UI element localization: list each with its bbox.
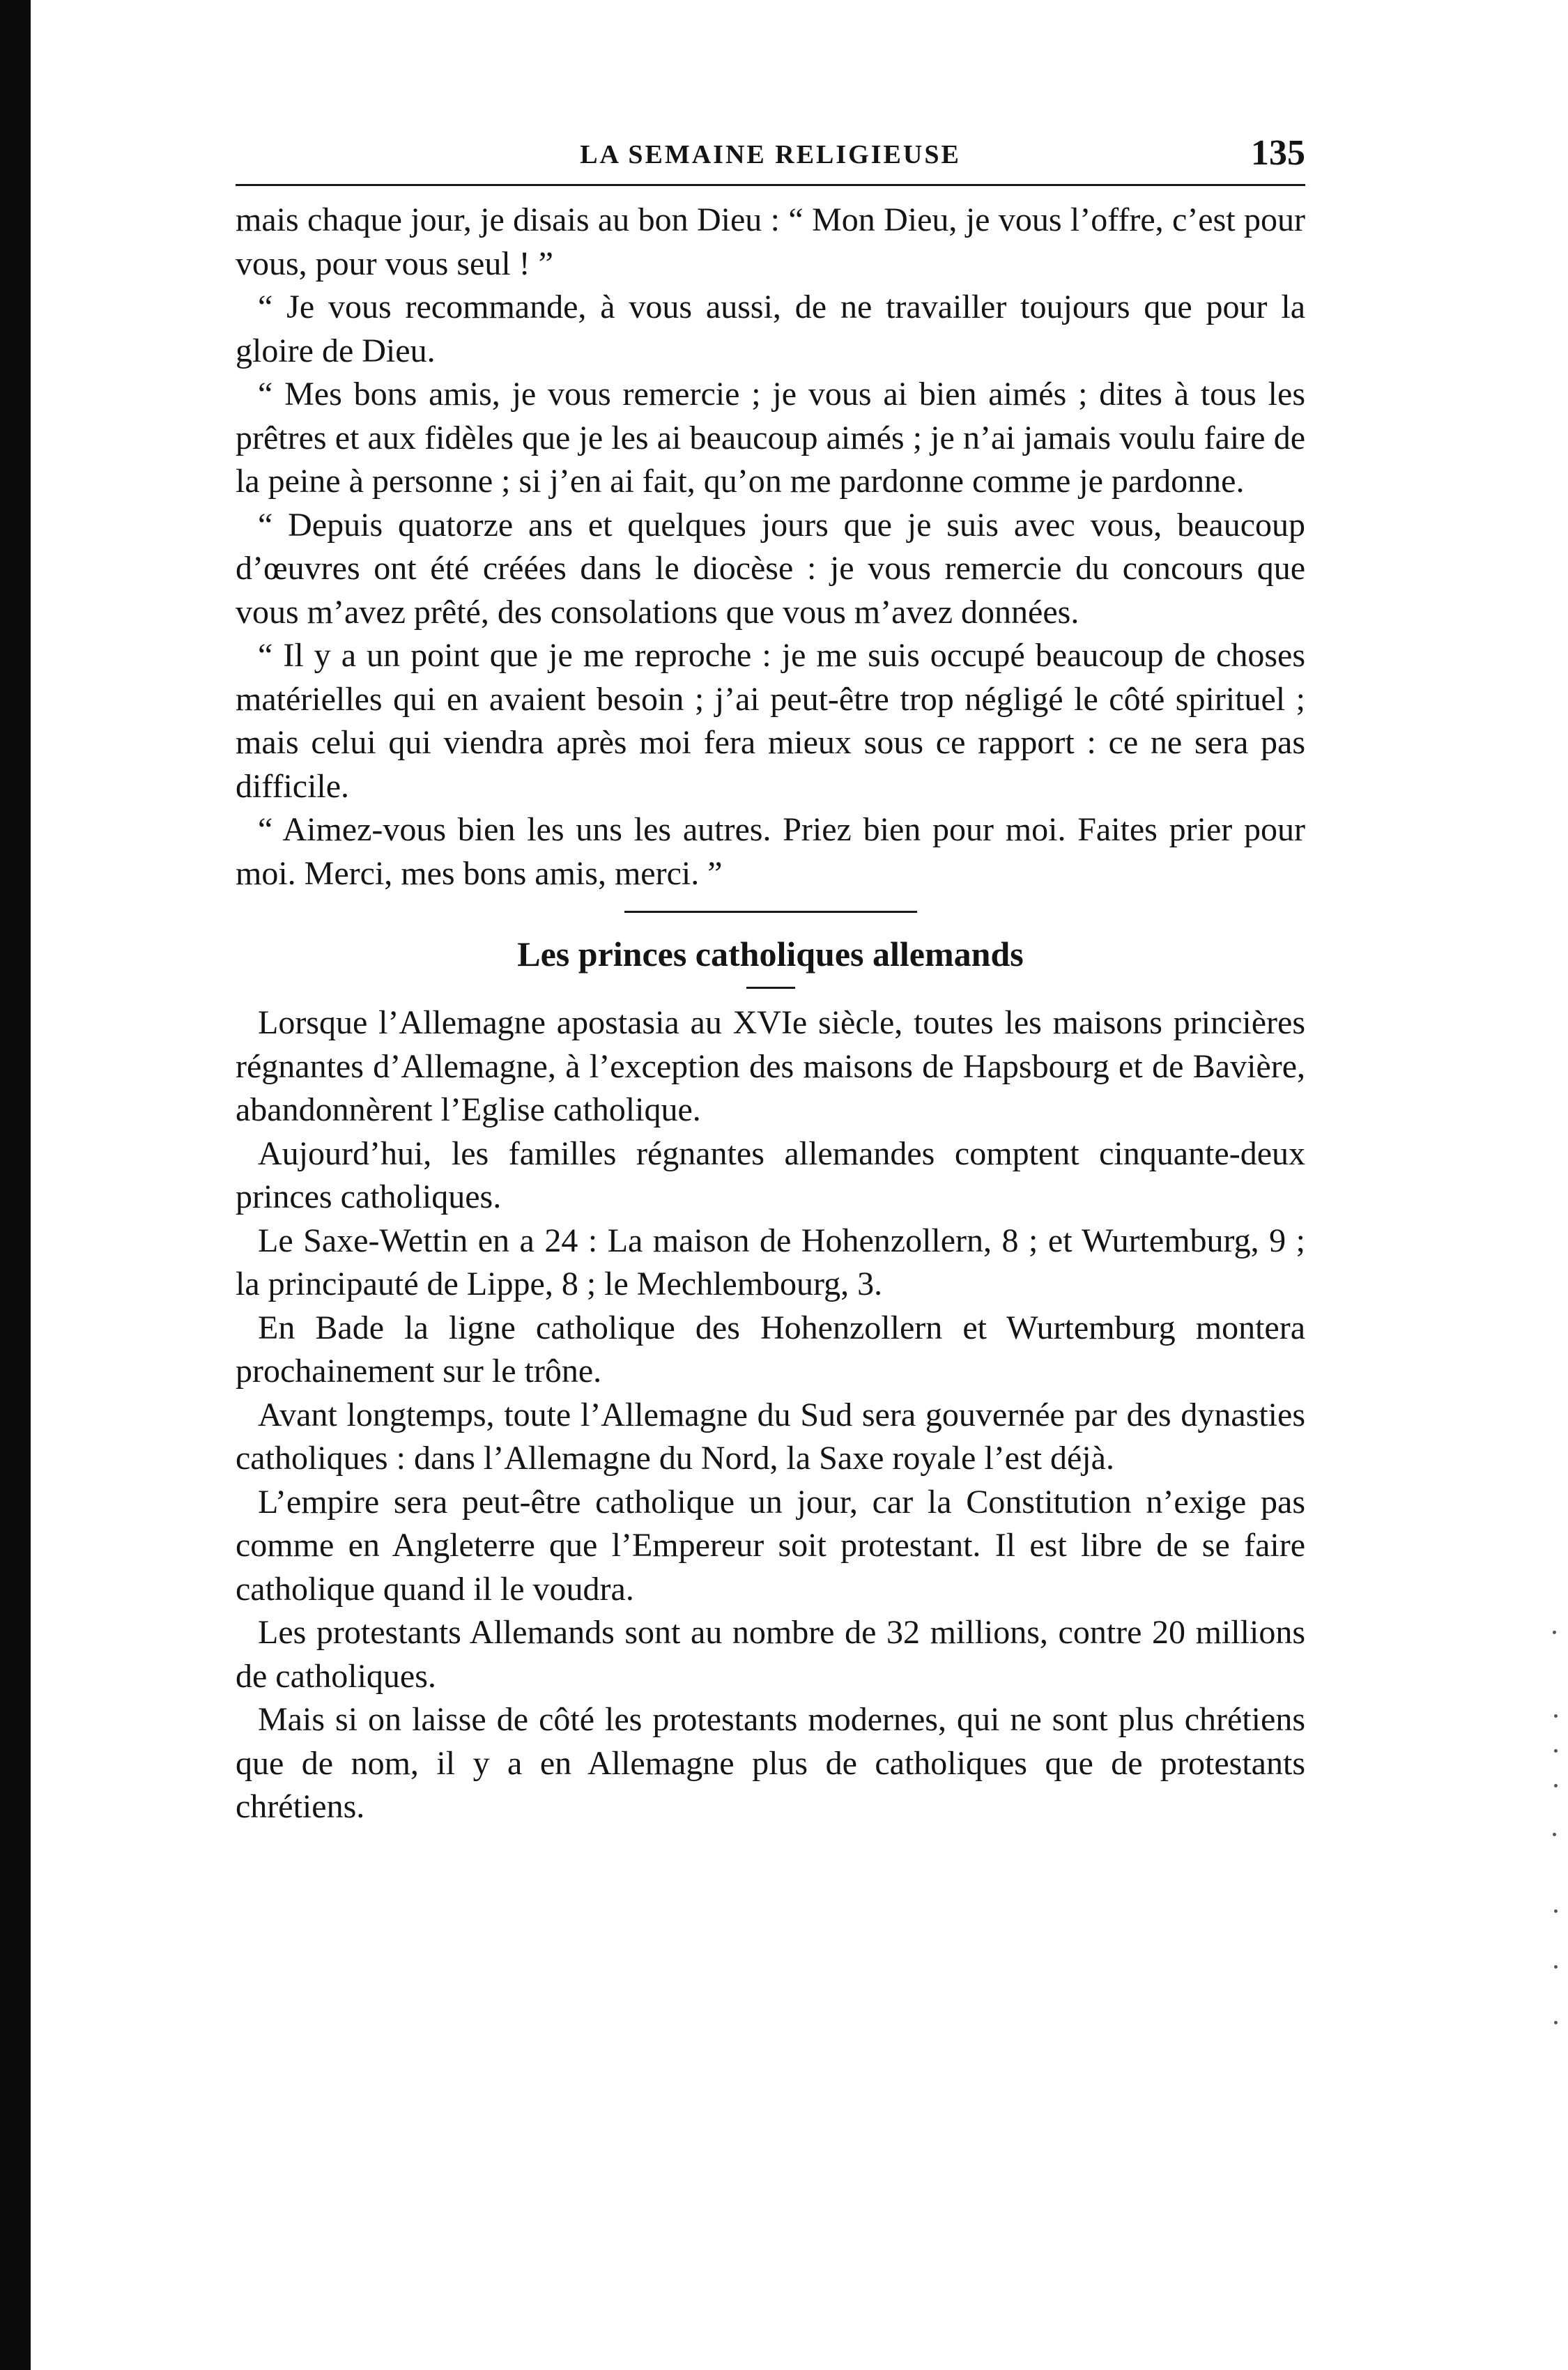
paragraph: “ Aimez-vous bien les uns les autres. Priez bien pour moi. Faites prier pour moi. Merci, mes bons amis, merci. ”: [236, 811, 1305, 892]
paragraph: Les protestants Allemands sont au nombre de 32 millions, contre 20 millions de catholiques.: [236, 1614, 1305, 1695]
document-page: [236, 132, 1305, 1829]
scan-speck: [1554, 1965, 1558, 1969]
scan-speck: [1554, 1784, 1558, 1787]
paragraph: “ Depuis quatorze ans et quelques jours que je suis avec vous, beaucoup d’œuvres ont été créées dans le diocèse : je vous remercie du concours que vous m’avez prêté, des consolations que vous m’avez données.: [236, 506, 1305, 631]
paragraph: Aujourd’hui, les familles régnantes allemandes comptent cinquante-deux princes catholiques.: [236, 1134, 1305, 1215]
scan-speck: [1553, 1833, 1556, 1836]
section-divider: [624, 911, 917, 913]
paragraph: mais chaque jour, je disais au bon Dieu : “ Mon Dieu, je vous l’offre, c’est pour vous, pour vous seul ! ”: [236, 201, 1305, 282]
article-text: [236, 1001, 1305, 1829]
scan-specks: [1547, 1603, 1568, 2369]
paragraph: Lorsque l’Allemagne apostasia au XVIe siècle, toutes les maisons princières régnantes d’Allemagne, à l’exception des maisons de Hapsbourg et de Bavière, abandonnèrent l’Eglise catholique.: [236, 1004, 1305, 1128]
section-title: Les princes catholiques allemands: [517, 934, 1024, 974]
paragraph: Avant longtemps, toute l’Allemagne du Sud sera gouvernée par des dynasties catholiques : dans l’Allemagne du Nord, la Saxe royale l’est déjà.: [236, 1396, 1305, 1477]
title-dash: [746, 987, 795, 989]
page-number: 135: [1251, 133, 1305, 173]
header-rule: [236, 184, 1305, 186]
scan-speck: [1554, 1714, 1558, 1718]
paragraph: L’empire sera peut-être catholique un jour, car la Constitution n’exige pas comme en Angleterre que l’Empereur soit protestant. Il est libre de se faire catholique quand il le voudra.: [236, 1483, 1305, 1608]
paragraph: Mais si on laisse de côté les protestants modernes, qui ne sont plus chrétiens que de nom, il y a en Allemagne plus de catholiques que de protestants chrétiens.: [236, 1701, 1305, 1825]
paragraph: “ Mes bons amis, je vous remercie ; je vous ai bien aimés ; dites à tous les prêtres et aux fidèles que je les ai beaucoup aimés ; je n’ai jamais voulu faire de la peine à personne ; si j’en ai fait, qu’on me pardonne comme je pardonne.: [236, 376, 1305, 500]
running-head: [236, 132, 1305, 184]
scan-speck: [1554, 1909, 1558, 1913]
scan-speck: [1554, 1749, 1558, 1753]
scan-speck: [1554, 2021, 1558, 2024]
page-binding-edge: [0, 0, 31, 2370]
paragraph: “ Je vous recommande, à vous aussi, de ne travailler toujours que pour la gloire de Dieu.: [236, 288, 1305, 369]
paragraph: “ Il y a un point que je me reproche : je me suis occupé beaucoup de choses matérielles qui en avaient besoin ; j’ai peut-être trop négligé le côté spirituel ; mais celui qui viendra après moi fera mieux sous ce rapport : ce ne sera pas difficile.: [236, 637, 1305, 805]
paragraph: Le Saxe-Wettin en a 24 : La maison de Hohenzollern, 8 ; et Wurtemburg, 9 ; la principauté de Lippe, 8 ; le Mechlembourg, 3.: [236, 1222, 1305, 1302]
scan-speck: [1553, 1631, 1556, 1634]
letter-text: [236, 199, 1305, 895]
paragraph: En Bade la ligne catholique des Hohenzollern et Wurtemburg montera prochainement sur le trône.: [236, 1309, 1305, 1390]
running-title: LA SEMAINE RELIGIEUSE: [580, 140, 961, 169]
